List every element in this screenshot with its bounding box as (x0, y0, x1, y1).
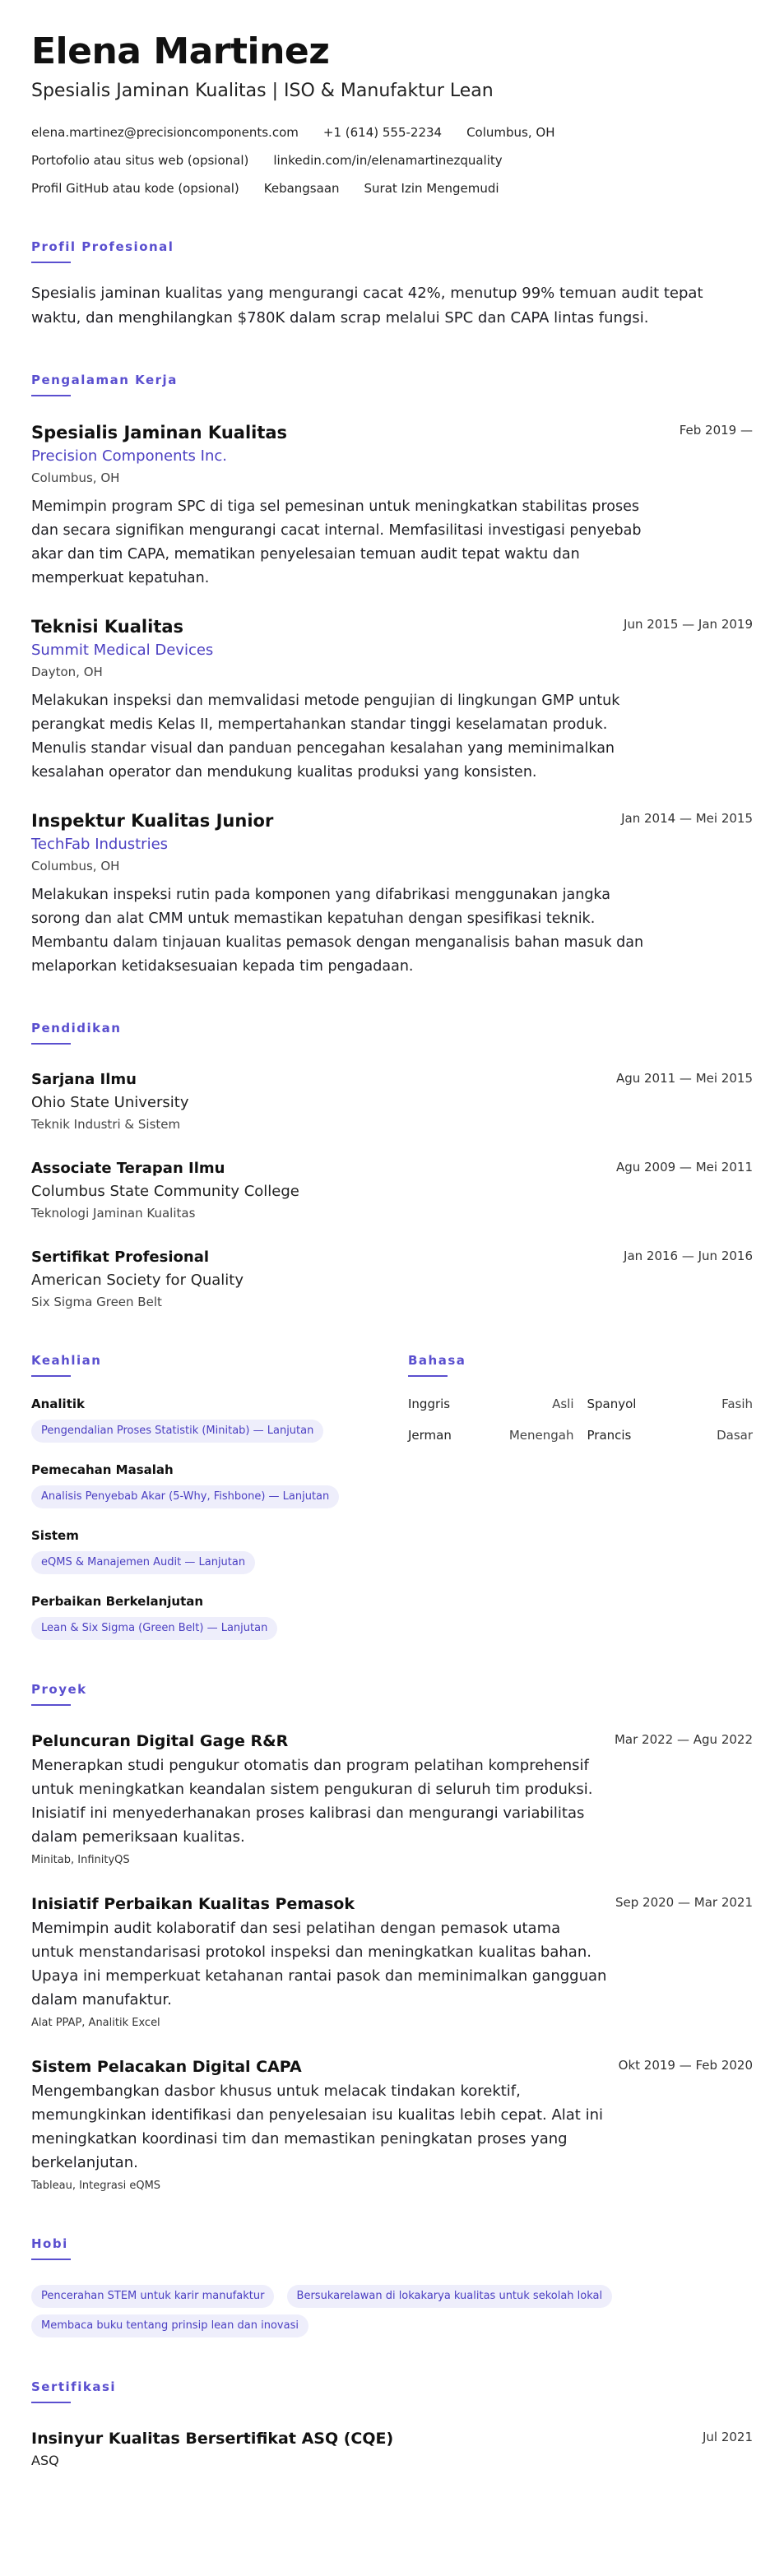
section-divider (31, 1704, 71, 1706)
job-date: Feb 2019 — (679, 423, 753, 438)
contact-location: Columbus, OH (466, 125, 555, 140)
language-grid (408, 1395, 753, 1457)
skill-group-name: Perbaikan Berkelanjutan (31, 1594, 204, 1609)
contact-email[interactable]: elena.martinez@precisioncomponents.com (31, 125, 299, 140)
project-date: Mar 2022 — Agu 2022 (614, 1732, 753, 1747)
job-description: Memimpin program SPC di tiga sel pemesinan untuk meningkatkan stabilitas proses dan secara signifikan mengurangi cacat internal. Memfasilitasi investigasi penyebab akar dan tim CAPA, mematikan penyelesaian temuan audit tepat waktu dan memperkuat kepatuhan. (31, 498, 642, 586)
contact-linkedin[interactable]: linkedin.com/in/elenamartinezquality (273, 153, 503, 168)
job-entry (31, 421, 753, 591)
certification-issuer: ASQ (31, 2453, 59, 2468)
hobby-tag-list (31, 2278, 673, 2337)
contact-github[interactable]: Profil GitHub atau kode (opsional) (31, 181, 239, 196)
project-tools: Tableau, Integrasi eQMS (31, 2180, 161, 2192)
language-name: Prancis (587, 1428, 632, 1443)
project-entry (31, 1730, 753, 1869)
skill-tag: Pengendalian Proses Statistik (Minitab) — Lanjutan (31, 1420, 323, 1443)
skills-section (31, 1352, 408, 1640)
skills-section-title: Keahlian (31, 1353, 102, 1368)
contact-phone[interactable]: +1 (614) 555-2234 (322, 125, 443, 140)
job-title: Spesialis Jaminan Kualitas (31, 423, 288, 442)
hobbies-section (31, 2235, 753, 2337)
language-item (408, 1426, 574, 1444)
contact-row-primary (31, 123, 753, 141)
project-date: Okt 2019 — Feb 2020 (618, 2058, 753, 2073)
job-entry (31, 809, 753, 979)
certifications-section (31, 2379, 753, 2471)
profile-summary: Spesialis jaminan kualitas yang mengurangi cacat 42%, menutup 99% temuan audit tepat waktu, dan menghilangkan $780K dalam scrap melalui SPC dan CAPA lintas fungsi. (31, 285, 703, 327)
projects-section (31, 1681, 753, 2194)
profile-section (31, 239, 753, 331)
resume-header (31, 30, 753, 197)
job-location: Columbus, OH (31, 859, 120, 873)
project-description: Menerapkan studi pengukur otomatis dan program pelatihan komprehensif untuk meningkatkan keandalan sistem pengukuran di seluruh tim produksi. Inisiatif ini menyederhanakan proses kalibrasi dan mengurangi variabilitas dalam pemeriksaan kualitas. (31, 1757, 593, 1846)
education-field: Six Sigma Green Belt (31, 1295, 162, 1309)
project-tools: Minitab, InfinityQS (31, 1854, 130, 1866)
language-level: Asli (552, 1397, 574, 1411)
education-entry (31, 1069, 753, 1133)
skill-group (31, 1395, 408, 1443)
project-description: Mengembangkan dasbor khusus untuk melacak tindakan korektif, memungkinkan identifikasi dan penyelesaian isu kualitas lebih cepat. Alat ini meningkatkan koordinasi tim dan memastikan peningkatan proses yang berkelanjutan. (31, 2083, 603, 2171)
section-divider (31, 262, 71, 263)
project-entry (31, 1893, 753, 2032)
education-school: American Society for Quality (31, 1272, 244, 1289)
project-date: Sep 2020 — Mar 2021 (615, 1895, 753, 1910)
project-tools: Alat PPAP, Analitik Excel (31, 2017, 160, 2029)
education-degree: Sarjana Ilmu (31, 1071, 137, 1088)
skill-group (31, 1527, 408, 1574)
job-date: Jun 2015 — Jan 2019 (624, 617, 753, 632)
job-location: Dayton, OH (31, 665, 103, 679)
education-entry (31, 1247, 753, 1311)
profile-section-title: Profil Profesional (31, 239, 174, 254)
skill-group-name: Pemecahan Masalah (31, 1462, 174, 1477)
section-divider (31, 1043, 71, 1045)
experience-section-title: Pengalaman Kerja (31, 373, 178, 387)
experience-section (31, 372, 753, 979)
languages-section-title: Bahasa (408, 1353, 466, 1368)
education-date: Agu 2011 — Mei 2015 (615, 1071, 753, 1086)
education-entry (31, 1158, 753, 1222)
skill-group (31, 1592, 408, 1640)
section-divider (31, 2259, 71, 2260)
contact-row-links (31, 151, 753, 169)
certifications-section-title: Sertifikasi (31, 2379, 117, 2394)
education-date: Agu 2009 — Mei 2011 (615, 1160, 753, 1174)
skill-tag: Lean & Six Sigma (Green Belt) — Lanjutan (31, 1617, 277, 1640)
language-name: Spanyol (587, 1397, 637, 1411)
job-description: Melakukan inspeksi dan memvalidasi metode pengujian di lingkungan GMP untuk perangkat medis Kelas II, mempertahankan standar tinggi keselamatan produk. Menulis standar visual dan panduan pencegahan kesalahan yang meminimalkan kesalahan operator dan mendukung kualitas produksi yang konsisten. (31, 693, 620, 781)
hobby-tag: Bersukarelawan di lokakarya kualitas untuk sekolah lokal (287, 2285, 613, 2308)
project-description: Memimpin audit kolaboratif dan sesi pelatihan dengan pemasok utama untuk menstandarisasi protokol inspeksi dan meningkatkan kualitas bahan. Upaya ini memperkuat ketahanan rantai pasok dan meminimalkan gangguan dalam manufaktur. (31, 1920, 607, 2008)
hobby-tag: Membaca buku tentang prinsip lean dan inovasi (31, 2314, 308, 2337)
skill-group-name: Sistem (31, 1528, 79, 1543)
education-section-title: Pendidikan (31, 1021, 122, 1035)
candidate-headline: Spesialis Jaminan Kualitas | ISO & Manufaktur Lean (31, 81, 494, 101)
language-name: Inggris (408, 1397, 451, 1411)
languages-section (408, 1352, 753, 1640)
language-level: Dasar (717, 1428, 753, 1443)
skill-tag: eQMS & Manajemen Audit — Lanjutan (31, 1551, 255, 1574)
certification-title: Insinyur Kualitas Bersertifikat ASQ (CQE) (31, 2430, 394, 2448)
language-name: Jerman (408, 1428, 452, 1443)
project-title: Inisiatif Perbaikan Kualitas Pemasok (31, 1895, 355, 1913)
job-location: Columbus, OH (31, 470, 120, 485)
skill-group-name: Analitik (31, 1397, 85, 1411)
job-title: Inspektur Kualitas Junior (31, 811, 274, 831)
skill-group (31, 1461, 408, 1508)
language-item (587, 1426, 754, 1444)
job-company[interactable]: Precision Components Inc. (31, 447, 227, 465)
education-school: Columbus State Community College (31, 1183, 299, 1200)
education-section (31, 1020, 753, 1311)
section-divider (408, 1375, 448, 1377)
job-description: Melakukan inspeksi rutin pada komponen yang difabrikasi menggunakan jangka sorong dan alat CMM untuk memastikan kepatuhan dengan spesifikasi teknik. Membantu dalam tinjauan kualitas pemasok dengan menganalisis bahan masuk dan melaporkan ketidaksesuaian kepada tim pengadaan. (31, 887, 644, 975)
section-divider (31, 395, 71, 396)
contact-portfolio[interactable]: Portofolio atau situs web (opsional) (31, 153, 249, 168)
education-field: Teknik Industri & Sistem (31, 1117, 181, 1132)
contact-row-extra (31, 179, 753, 197)
skill-tag: Analisis Penyebab Akar (5-Why, Fishbone) — Lanjutan (31, 1485, 339, 1508)
skills-languages-row (31, 1352, 753, 1640)
language-level: Fasih (721, 1397, 753, 1411)
section-divider (31, 2402, 71, 2403)
education-school: Ohio State University (31, 1094, 189, 1111)
section-divider (31, 1375, 71, 1377)
certification-date: Jul 2021 (702, 2430, 753, 2444)
education-degree: Sertifikat Profesional (31, 1249, 210, 1266)
job-company[interactable]: Summit Medical Devices (31, 642, 214, 659)
candidate-name: Elena Martinez (31, 30, 330, 72)
job-company[interactable]: TechFab Industries (31, 836, 169, 853)
hobbies-section-title: Hobi (31, 2236, 68, 2251)
project-title: Peluncuran Digital Gage R&R (31, 1732, 289, 1750)
language-item (408, 1395, 574, 1413)
project-entry (31, 2056, 753, 2194)
job-title: Teknisi Kualitas (31, 617, 184, 637)
certification-entry (31, 2428, 753, 2471)
projects-section-title: Proyek (31, 1682, 87, 1697)
contact-license: Surat Izin Mengemudi (364, 181, 499, 196)
contact-nationality: Kebangsaan (263, 181, 340, 196)
language-level: Menengah (508, 1428, 574, 1443)
education-degree: Associate Terapan Ilmu (31, 1160, 225, 1177)
education-field: Teknologi Jaminan Kualitas (31, 1206, 196, 1221)
job-entry (31, 615, 753, 785)
job-date: Jan 2014 — Mei 2015 (621, 811, 753, 826)
language-item (587, 1395, 754, 1413)
hobby-tag: Pencerahan STEM untuk karir manufaktur (31, 2285, 274, 2308)
project-title: Sistem Pelacakan Digital CAPA (31, 2058, 302, 2076)
education-date: Jan 2016 — Jun 2016 (624, 1249, 753, 1263)
